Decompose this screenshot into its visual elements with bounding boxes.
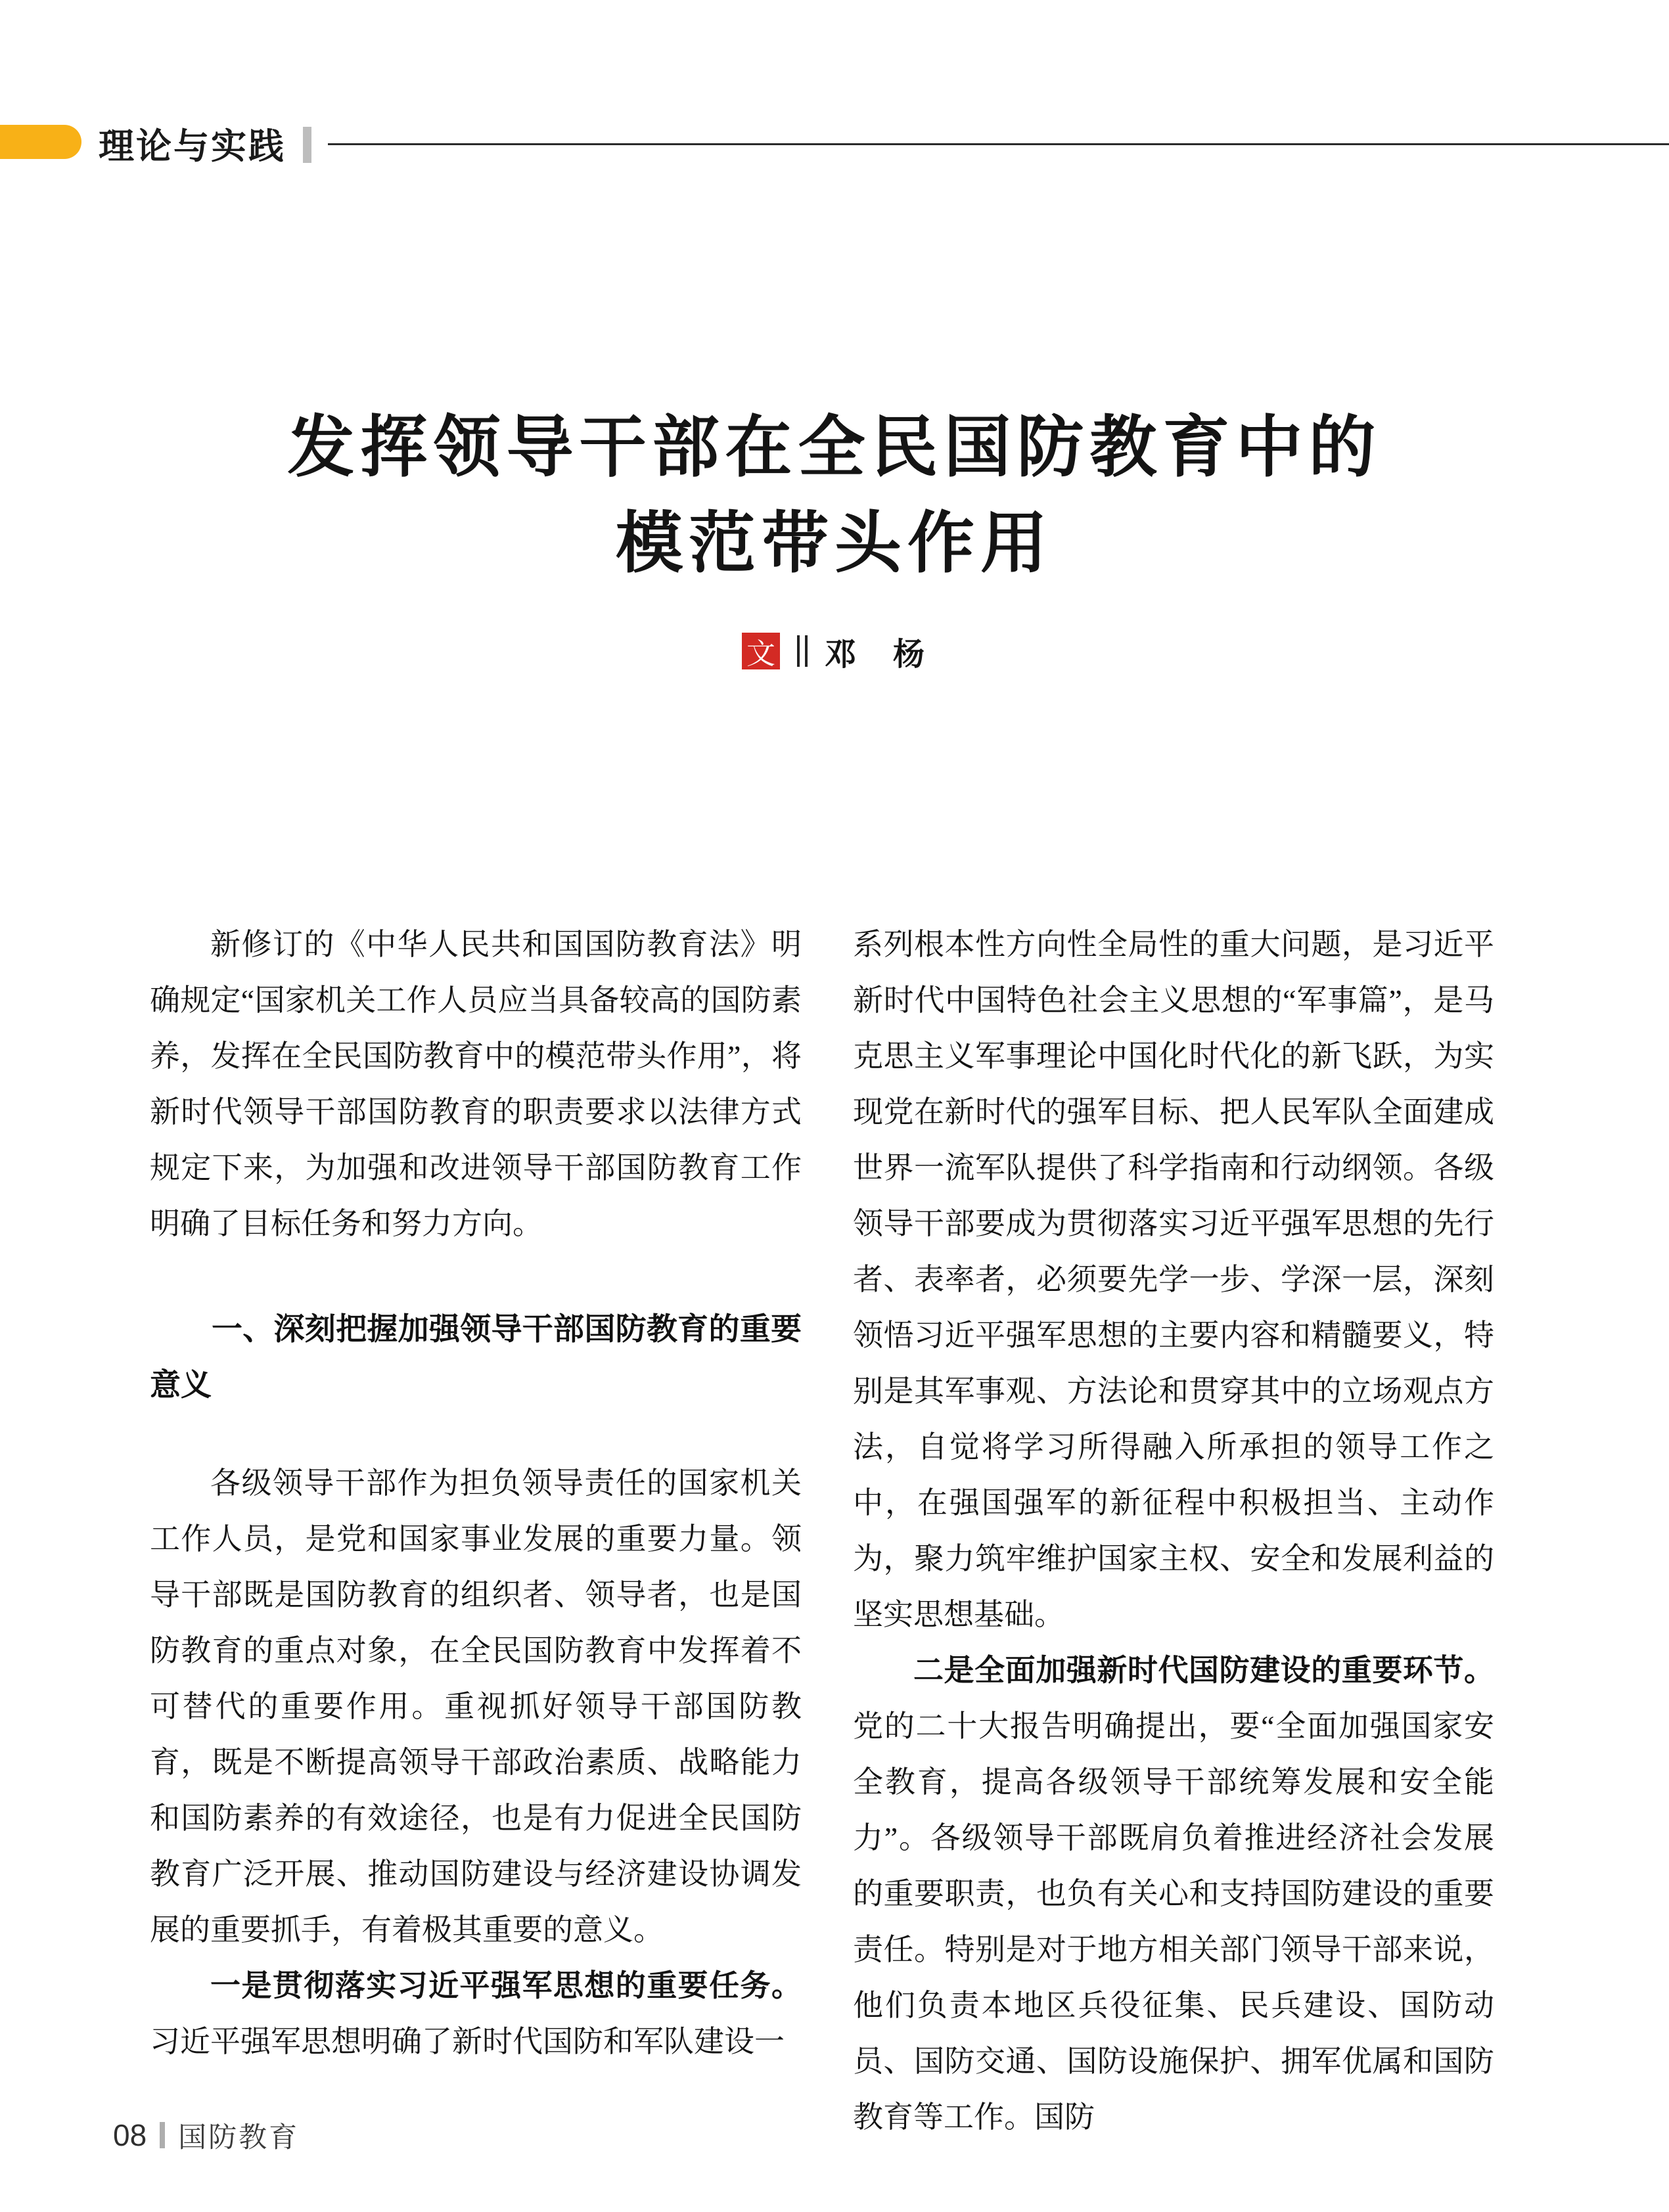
title-line-2: 模范带头作用 bbox=[616, 506, 1053, 581]
paragraph-lead: 一是贯彻落实习近平强军思想的重要任务。 bbox=[210, 1968, 802, 2002]
column-left bbox=[150, 916, 802, 2069]
header-rule bbox=[328, 143, 1669, 145]
footer-section-label: 国防教育 bbox=[178, 2121, 300, 2154]
page-number: 08 bbox=[113, 2118, 147, 2152]
title-line-1: 发挥领导干部在全民国防教育中的 bbox=[287, 410, 1382, 485]
footer-divider-bar bbox=[160, 2122, 165, 2148]
byline-label: 文 bbox=[746, 638, 775, 670]
byline bbox=[0, 632, 1669, 670]
paragraph bbox=[150, 1958, 802, 2069]
article-title bbox=[0, 399, 1669, 591]
byline-label-box bbox=[742, 633, 780, 669]
byline-author: 邓 杨 bbox=[824, 637, 927, 672]
paragraph: 系列根本性方向性全局性的重大问题，是习近平新时代中国特色社会主义思想的“军事篇”，是马克思主义军事理论中国化时代化的新飞跃，为实现党在新时代的强军目标、把人民军队全面建成世界一流军队提供了科学指南和行动纲领。各级领导干部要成为贯彻落实习近平强军思想的先行者、表率者，必须要先学一步、学深一层，深刻领悟习近平强军思想的主要内容和精髓要义，特别是其军事观、方法论和贯穿其中的立场观点方法，自觉将学习所得融入所承担的领导工作之中，在强国强军的新征程中积极担当、主动作为，聚力筑牢维护国家主权、安全和发展利益的坚实思想基础。 bbox=[853, 928, 1494, 1631]
paragraph bbox=[853, 1642, 1494, 2145]
column-right bbox=[853, 916, 1494, 2145]
section-label: 理论与实践 bbox=[99, 126, 286, 166]
paragraph-text: 党的二十大报告明确提出，要“全面加强国家安全教育，提高各级领导干部统筹发展和安全能力”。各级领导干部既肩负着推进经济社会发展的重要职责，也负有关心和支持国防建设的重要责任。特别是对于地方相关部门领导干部来说，他们负责本地区兵役征集、民兵建设、国防动员、国防交通、国防设施保护、拥军优属和国防教育等工作。国防 bbox=[853, 1709, 1494, 2134]
paragraph: 新修订的《中华人民共和国国防教育法》明确规定“国家机关工作人员应当具备较高的国防素养，发挥在全民国防教育中的模范带头作用”，将新时代领导干部国防教育的职责要求以法律方式规定下来，为加强和改进领导干部国防教育工作明确了目标任务和努力方向。 bbox=[150, 928, 802, 1240]
paragraph-text: 习近平强军思想明确了新时代国防和军队建设一 bbox=[150, 2025, 785, 2058]
header-divider-bar bbox=[303, 127, 311, 163]
accent-pill bbox=[0, 125, 81, 159]
section-heading: 一、深刻把握加强领导干部国防教育的重要意义 bbox=[150, 1311, 802, 1402]
page-footer bbox=[113, 2118, 300, 2154]
paragraph-lead: 二是全面加强新时代国防建设的重要环节。 bbox=[913, 1653, 1494, 1687]
byline-separator-icon bbox=[797, 635, 808, 667]
paragraph: 各级领导干部作为担负领导责任的国家机关工作人员，是党和国家事业发展的重要力量。领导干部既是国防教育的组织者、领导者，也是国防教育的重点对象，在全民国防教育中发挥着不可替代的重要作用。重视抓好领导干部国防教育，既是不断提高领导干部政治素质、战略能力和国防素养的有效途径，也是有力促进全民国防教育广泛开展、推动国防建设与经济建设协调发展的重要抓手，有着极其重要的意义。 bbox=[150, 1466, 802, 1947]
